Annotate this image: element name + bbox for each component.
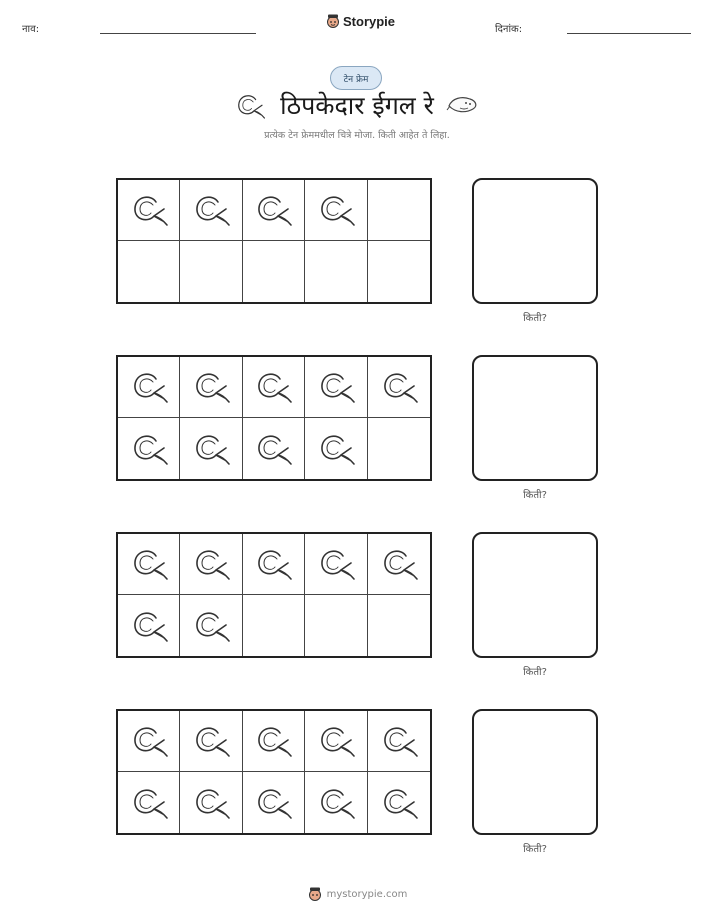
frame-cell xyxy=(305,534,367,595)
frame-cell xyxy=(118,241,180,302)
answer-box[interactable] xyxy=(472,709,598,835)
instructions: प्रत्येक टेन फ्रेममधील चित्रे मोजा. किती आहेत ते लिहा. xyxy=(264,130,450,141)
frame-cell xyxy=(305,418,367,479)
frame-cell xyxy=(368,357,430,418)
date-label: दिनांक: xyxy=(495,24,523,35)
eagle-ray-icon xyxy=(129,786,169,820)
eagle-ray-icon xyxy=(129,724,169,758)
name-label: नाव: xyxy=(22,24,40,35)
frame-cell xyxy=(118,357,180,418)
eagle-ray-icon xyxy=(253,370,293,404)
frame-cell xyxy=(368,241,430,302)
frame-cell xyxy=(368,595,430,656)
eagle-ray-icon xyxy=(253,193,293,227)
frame-cell xyxy=(305,595,367,656)
frame-cell xyxy=(118,595,180,656)
answer-prompt: किती? xyxy=(523,667,547,678)
frame-cell xyxy=(243,180,305,241)
eagle-ray-icon xyxy=(129,370,169,404)
answer-prompt: किती? xyxy=(523,490,547,501)
frame-cell xyxy=(118,534,180,595)
eagle-ray-icon xyxy=(316,370,356,404)
eagle-ray-icon xyxy=(379,786,419,820)
eagle-ray-icon xyxy=(191,724,231,758)
eagle-ray-icon xyxy=(234,92,266,120)
frame-cell xyxy=(305,357,367,418)
storypie-mascot-icon xyxy=(326,13,340,29)
eagle-ray-icon xyxy=(191,547,231,581)
page-title: ठिपकेदार ईगल रे xyxy=(280,91,434,120)
eagle-ray-icon xyxy=(191,609,231,643)
answer-box[interactable] xyxy=(472,532,598,658)
frame-cell xyxy=(243,772,305,833)
frame-cell xyxy=(180,418,242,479)
frame-cell xyxy=(243,534,305,595)
frame-cell xyxy=(243,595,305,656)
eagle-ray-icon xyxy=(316,547,356,581)
eagle-ray-icon xyxy=(191,193,231,227)
eagle-ray-icon xyxy=(379,724,419,758)
eagle-ray-icon xyxy=(191,432,231,466)
frame-cell xyxy=(180,534,242,595)
brand-logo xyxy=(326,13,395,29)
frame-cell xyxy=(180,241,242,302)
eagle-ray-icon xyxy=(379,547,419,581)
eagle-ray-icon xyxy=(253,724,293,758)
frame-cell xyxy=(368,772,430,833)
eagle-ray-icon xyxy=(253,432,293,466)
ten-frame xyxy=(116,709,432,835)
frame-cell xyxy=(180,357,242,418)
eagle-ray-icon xyxy=(379,370,419,404)
frame-cell xyxy=(243,711,305,772)
footer xyxy=(0,886,714,902)
date-line[interactable] xyxy=(567,33,691,34)
eagle-ray-icon xyxy=(316,193,356,227)
ten-frame xyxy=(116,355,432,481)
frame-cell xyxy=(180,772,242,833)
eagle-ray-icon xyxy=(316,724,356,758)
frame-cell xyxy=(243,241,305,302)
eagle-ray-icon xyxy=(129,547,169,581)
eagle-ray-icon xyxy=(316,432,356,466)
frame-cell xyxy=(305,241,367,302)
eagle-ray-icon xyxy=(253,547,293,581)
ten-frame xyxy=(116,532,432,658)
brand-name: Storypie xyxy=(343,13,396,29)
frame-cell xyxy=(368,711,430,772)
eagle-ray-icon xyxy=(129,193,169,227)
frame-cell xyxy=(243,418,305,479)
frame-cell xyxy=(180,180,242,241)
eagle-ray-icon xyxy=(129,609,169,643)
storypie-mascot-icon xyxy=(307,886,323,902)
topic-tag: टेन फ्रेम xyxy=(330,66,382,90)
answer-prompt: किती? xyxy=(523,313,547,324)
frame-cell xyxy=(118,711,180,772)
answer-box[interactable] xyxy=(472,355,598,481)
frame-cell xyxy=(118,418,180,479)
answer-prompt: किती? xyxy=(523,844,547,855)
frame-cell xyxy=(305,711,367,772)
eagle-ray-icon xyxy=(316,786,356,820)
eagle-ray-icon xyxy=(253,786,293,820)
eagle-ray-icon xyxy=(129,432,169,466)
frame-cell xyxy=(305,772,367,833)
frame-cell xyxy=(243,357,305,418)
frame-cell xyxy=(180,711,242,772)
name-line[interactable] xyxy=(100,33,256,34)
eagle-ray-icon xyxy=(191,370,231,404)
eagle-ray-icon xyxy=(446,94,480,116)
frame-cell xyxy=(118,772,180,833)
eagle-ray-icon xyxy=(191,786,231,820)
frame-cell xyxy=(180,595,242,656)
frame-cell xyxy=(368,418,430,479)
footer-url: mystorypie.com xyxy=(326,888,408,900)
frame-cell xyxy=(368,180,430,241)
frame-cell xyxy=(118,180,180,241)
ten-frame xyxy=(116,178,432,304)
frame-cell xyxy=(368,534,430,595)
answer-box[interactable] xyxy=(472,178,598,304)
frame-cell xyxy=(305,180,367,241)
